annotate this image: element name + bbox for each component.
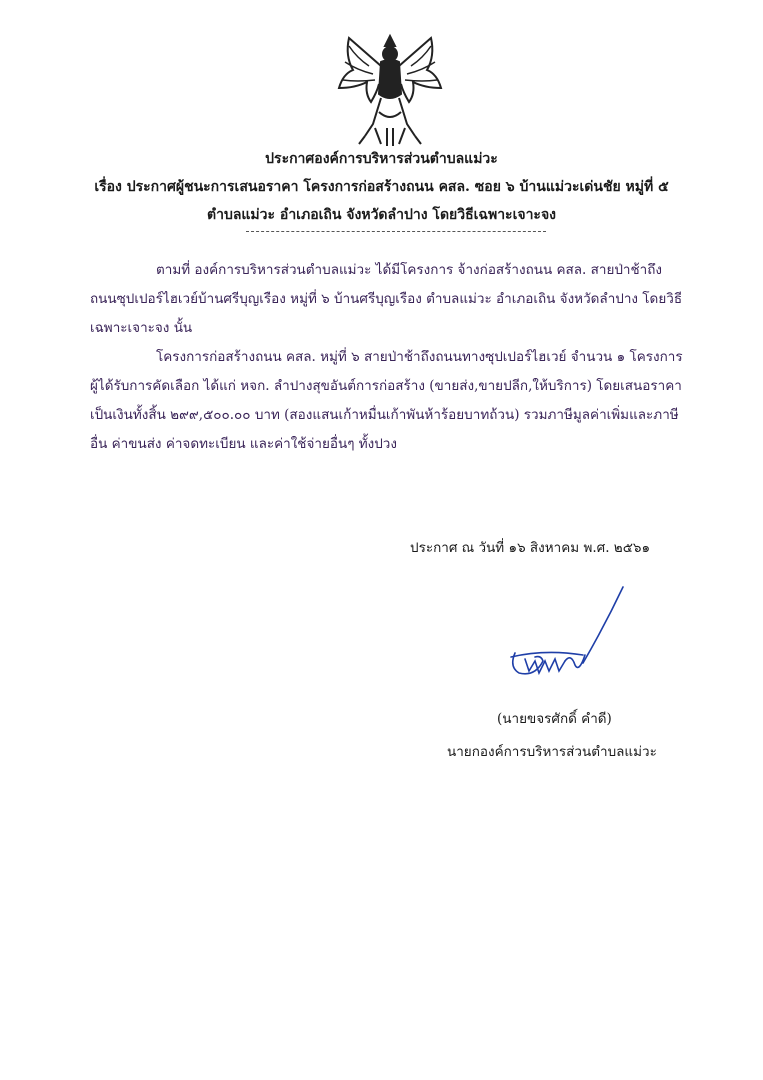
signer-name: (นายขจรศักดิ์ คำดี) [497, 711, 612, 727]
divider-line [246, 231, 546, 232]
garuda-emblem-icon [335, 32, 445, 150]
announcement-subject: เรื่อง ประกาศผู้ชนะการเสนอราคา โครงการก่อสร้างถนน คสล. ซอย ๖ บ้านแม่วะเด่นชัย หมู่ที่ ๕ [94, 179, 669, 195]
announcement-title: ประกาศองค์การบริหารส่วนตำบลแม่วะ [265, 151, 498, 167]
announcement-subject-continued: ตำบลแม่วะ อำเภอเถิน จังหวัดลำปาง โดยวิธีเฉพาะเจาะจง [206, 207, 556, 223]
announcement-date: ประกาศ ณ วันที่ ๑๖ สิงหาคม พ.ศ. ๒๕๖๑ [410, 540, 651, 556]
handwritten-signature [505, 585, 635, 685]
body-paragraph-2: โครงการก่อสร้างถนน คสล. หมู่ที่ ๖ สายป่าช้าถึงถนนทางซุปเปอร์ไฮเวย์ จำนวน ๑ โครงการ ผู้ได้รับการคัดเลือก ได้แก่ หจก. ลำปางสุขอันต์การก่อสร้าง (ขายส่ง,ขายปลีก,ให้บริการ) โดยเสนอราคา เป็นเงินทั้งสิ้น ๒๙๙,๕๐๐.๐๐ บาท (สองแสนเก้าหมื่นเก้าพันห้าร้อยบาทถ้วน) รวมภาษีมูลค่าเพิ่มและภาษีอื่น ค่าขนส่ง ค่าจดทะเบียน และค่าใช้จ่ายอื่นๆ ทั้งปวง [90, 349, 683, 452]
signer-title: นายกองค์การบริหารส่วนตำบลแม่วะ [447, 744, 657, 760]
body-paragraph-1: ตามที่ องค์การบริหารส่วนตำบลแม่วะ ได้มีโครงการ จ้างก่อสร้างถนน คสล. สายป่าช้าถึง ถนนซุปเปอร์ไฮเวย์บ้านศรีบุญเรือง หมู่ที่ ๖ บ้านศรีบุญเรือง ตำบลแม่วะ อำเภอเถิน จังหวัดลำปาง โดยวิธีเฉพาะเจาะจง นั้น [90, 262, 683, 336]
